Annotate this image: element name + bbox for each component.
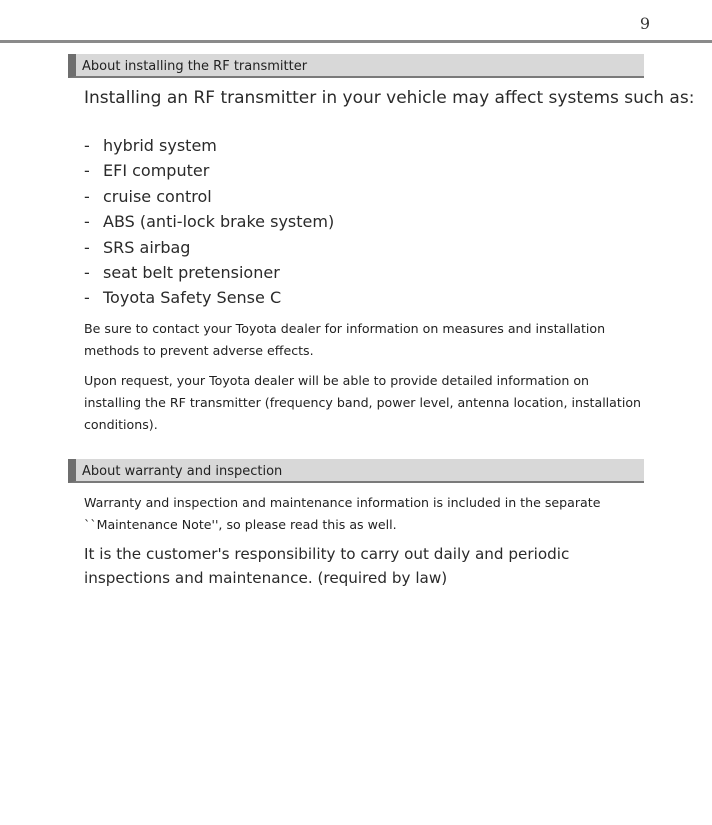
rf-section-header	[68, 54, 644, 78]
customer-responsibility-text: It is the customer's responsibility to carry out daily and periodic inspections and maintenance. (required by law)	[84, 545, 570, 587]
rf-section-title: About installing the RF transmitter	[82, 59, 308, 74]
bullet-dash: -	[84, 237, 90, 257]
bullet-dash: -	[84, 161, 90, 181]
list-item-text: Toyota Safety Sense C	[103, 288, 282, 308]
list-item-text: SRS airbag	[103, 237, 191, 257]
list-item-text: seat belt pretensioner	[103, 262, 280, 282]
page-number: 9	[639, 14, 651, 33]
dealer-request-note: Upon request, your Toyota dealer will be able to provide detailed information on installing the RF transmitter (frequency band, power level, antenna location, installation conditions).	[84, 373, 642, 432]
rf-intro-text: Installing an RF transmitter in your vehicle may affect systems such as:	[84, 88, 695, 108]
bullet-dash: -	[84, 212, 90, 232]
bullet-dash: -	[84, 262, 90, 282]
bullet-dash: -	[84, 288, 90, 308]
bullet-dash: -	[84, 186, 90, 206]
list-item-text: hybrid system	[103, 136, 217, 155]
bullet-dash: -	[84, 136, 90, 155]
warranty-section-title: About warranty and inspection	[82, 464, 283, 479]
list-item-text: ABS (anti-lock brake system)	[103, 212, 335, 232]
top-divider	[0, 40, 712, 43]
warranty-section-header	[68, 459, 644, 483]
warranty-info-text: Warranty and inspection and maintenance information is included in the separate ``Maintenance Note'', so please read this as well.	[84, 495, 601, 532]
list-item-text: cruise control	[103, 186, 212, 206]
dealer-contact-note: Be sure to contact your Toyota dealer for information on measures and installation methods to prevent adverse effects.	[84, 321, 606, 358]
list-item-text: EFI computer	[103, 161, 210, 181]
